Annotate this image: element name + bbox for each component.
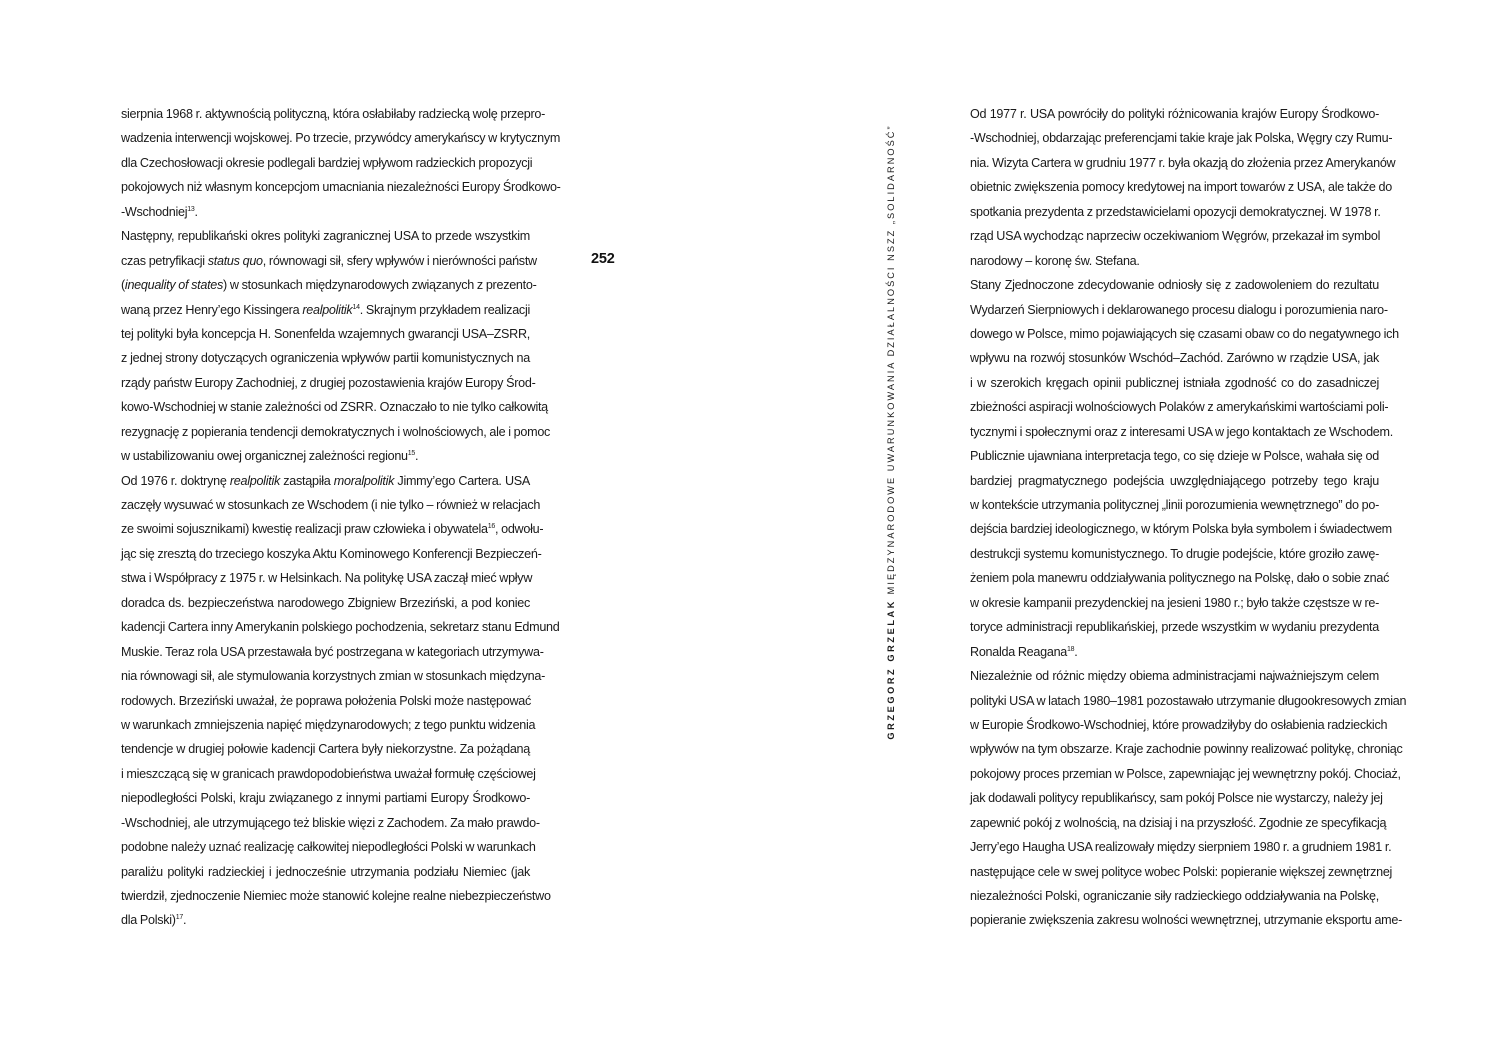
text-line — [121, 395, 548, 419]
text-line — [970, 395, 1389, 419]
text-segment: zapewnić pokój z wolnością, na dzisiaj i na przyszłość. Zgodnie ze specyfikacją — [970, 815, 1387, 830]
text-line — [970, 860, 1393, 884]
footnote-ref: 15 — [407, 450, 416, 458]
running-head — [884, 102, 898, 762]
text-line — [121, 542, 542, 566]
italic-term: realpolitik — [229, 473, 280, 488]
text-segment: Niezależnie od różnic między obiema administracjami najważniejszym celem — [970, 669, 1379, 684]
text-line — [121, 126, 561, 150]
text-line — [970, 908, 1403, 932]
text-line — [121, 640, 544, 664]
text-segment: tej polityki była koncepcja H. Sonenfelda wzajemnych gwarancji USA–ZSRR, — [121, 326, 530, 341]
text-segment: nia. Wizyta Cartera w grudniu 1977 r. była okazją do złożenia przez Amerykanów — [970, 155, 1396, 170]
text-segment: niepodległości Polski, kraju związanego z innymi partiami Europy Środkowo- — [121, 791, 530, 806]
text-segment: jąc się zresztą do trzeciego koszyka Aktu Kominowego Konferencji Bezpieczeń- — [121, 546, 542, 561]
text-segment: w okresie kampanii prezydenckiej na jesieni 1980 r.; było także częstsze w re- — [970, 595, 1379, 610]
text-segment: rodowych. Brzeziński uważał, że poprawa położenia Polski może następować — [121, 693, 532, 708]
text-line — [121, 102, 546, 126]
text-segment: spotkania prezydenta z przedstawicielami opozycji demokratycznej. W 1978 r. — [970, 204, 1381, 219]
text-line — [121, 835, 536, 859]
text-line — [121, 566, 533, 590]
text-line — [970, 102, 1379, 126]
text-line — [121, 517, 544, 541]
text-segment: nia równowagi sił, ale stymulowania korzystnych zmian w stosunkach międzyna- — [121, 669, 545, 684]
text-line — [970, 566, 1390, 590]
text-segment: w warunkach zmniejszenia napięć międzynarodowych; z tego punktu widzenia — [121, 717, 536, 732]
text-segment: obietnic zwiększenia pomocy kredytowej na import towarów z USA, ale także do — [970, 180, 1393, 195]
text-segment: ze swoimi sojusznikami) kwestię realizacji praw człowieka i obywatela — [121, 522, 488, 537]
text-segment: . — [1074, 644, 1078, 659]
text-line — [121, 664, 545, 688]
text-segment: rezygnację z popierania tendencji demokratycznych i wolnościowych, ale i pomoc — [121, 424, 551, 439]
text-line — [970, 249, 1379, 273]
text-line — [970, 811, 1387, 835]
text-segment: doradca ds. bezpieczeństwa narodowego Zbigniew Brzeziński, a pod koniec — [121, 595, 530, 610]
text-segment: paraliżu polityki radzieckiej i jednocześnie utrzymania podziału Niemiec (jak — [121, 864, 530, 879]
text-line — [970, 200, 1379, 224]
text-segment: tycznymi i społecznymi oraz z interesami USA w jego kontaktach ze Wschodem. — [970, 424, 1393, 439]
running-head-author: GRZEGORZ GRZELAK — [886, 598, 896, 740]
text-line — [121, 420, 551, 444]
text-segment: rządy państw Europy Zachodniej, z drugiej pozostawienia krajów Europy Środ- — [121, 375, 536, 390]
text-line — [121, 908, 530, 932]
text-segment: zaczęły wysuwać w stosunkach ze Wschodem (i nie tylko – również w relacjach — [121, 498, 541, 512]
italic-term: moralpolitik — [333, 473, 395, 488]
text-line — [970, 298, 1388, 322]
text-segment: . — [182, 913, 187, 928]
text-segment: ( — [121, 278, 125, 293]
text-line — [121, 298, 530, 322]
footnote-ref: 18 — [1067, 645, 1075, 653]
text-line — [121, 322, 530, 346]
text-segment: Ronalda Reagana — [970, 644, 1068, 659]
text-segment: . — [194, 204, 198, 219]
text-line — [970, 664, 1379, 688]
text-segment: w ustabilizowaniu owej organicznej zależności regionu — [121, 449, 408, 464]
text-line — [121, 689, 530, 713]
text-line — [121, 371, 536, 395]
text-segment: dla Czechosłowacji okresie podlegali bardziej wpływom radzieckich propozycji — [121, 155, 533, 170]
text-line — [121, 469, 530, 493]
footnote-ref: 13 — [187, 205, 195, 213]
running-head-title: MIĘDZYNARODOWE UWARUNKOWANIA DZIAŁALNOŚCI NSZZ „SOLIDARNOŚĆ” — [886, 124, 896, 595]
text-line — [970, 615, 1379, 639]
text-segment: i w szerokich kręgach opinii publicznej istniała zgodność co do zasadniczej — [970, 375, 1379, 390]
text-segment: ) w stosunkach międzynarodowych związanych z prezento- — [223, 278, 537, 293]
page-number: 252 — [591, 251, 615, 267]
text-segment: -Wschodniej, ale utrzymującego też bliskie więzi z Zachodem. Za mało prawdo- — [121, 815, 540, 830]
right-text-column — [970, 102, 1407, 933]
text-segment: twierdził, zjednoczenie Niemiec może stanowić kolejne realne niebezpieczeństwo — [121, 889, 551, 903]
text-line — [121, 737, 530, 761]
text-segment: sierpnia 1968 r. aktywnością polityczną, która osłabiłaby radziecką wolę przepro- — [121, 107, 546, 121]
text-segment: popieranie zwiększenia zakresu wolności wewnętrznej, utrzymanie eksportu ame- — [970, 913, 1403, 928]
text-segment: toryce administracji republikańskiej, przede wszystkim w wydaniu prezydenta — [970, 620, 1379, 635]
text-line — [121, 200, 530, 224]
text-segment: w Europie Środkowo-Wschodniej, które prowadziłyby do osłabienia radzieckich — [970, 717, 1388, 732]
text-segment: z jednej strony dotyczących ograniczenia wpływów partii komunistycznych na — [121, 351, 530, 366]
text-line — [970, 786, 1383, 810]
text-segment: zbieżności aspiracji wolnościowych Polaków z amerykańskimi wartościami poli- — [970, 400, 1389, 415]
text-segment: stwa i Współpracy z 1975 r. w Helsinkach. Na politykę USA zaczął mieć wpływ — [121, 571, 533, 586]
text-segment: -Wschodniej — [121, 204, 188, 219]
text-line — [970, 835, 1392, 859]
text-line — [970, 126, 1393, 150]
text-segment: narodowy – koronę św. Stefana. — [970, 253, 1140, 268]
text-segment: kowo-Wschodniej w stanie zależności od ZSRR. Oznaczało to nie tylko całkowitą — [121, 400, 548, 415]
text-segment: Jimmy’ego Cartera. USA — [394, 473, 531, 488]
text-segment: -Wschodniej, obdarzając preferencjami takie kraje jak Polska, Węgry czy Rumu- — [970, 131, 1393, 146]
text-segment: Wydarzeń Sierpniowych i deklarowanego procesu dialogu i porozumienia naro- — [970, 302, 1388, 317]
text-segment: i mieszczącą się w granicach prawdopodobieństwa uważał formułę częściowej — [121, 766, 536, 781]
text-line — [970, 542, 1379, 566]
left-text-column — [121, 102, 561, 933]
italic-term: realpolitik — [302, 302, 353, 317]
text-line — [121, 615, 560, 639]
text-line — [121, 249, 537, 273]
text-segment: rząd USA wychodząc naprzeciw oczekiwaniom Węgrów, przekazał im symbol — [970, 229, 1381, 244]
text-segment: Od 1977 r. USA powróciły do polityki różnicowania krajów Europy Środkowo- — [970, 107, 1379, 121]
text-line — [121, 860, 530, 884]
footnote-ref: 17 — [175, 914, 183, 922]
text-segment: , równowagi sił, sfery wpływów i nierówności państw — [262, 253, 537, 268]
text-line — [970, 322, 1399, 346]
text-line — [970, 175, 1393, 199]
text-line — [121, 713, 536, 737]
text-segment: bardziej pragmatycznego podejścia uwzględniającego potrzeby tego kraju — [970, 473, 1379, 488]
text-segment: dowego w Polsce, mimo pojawiających się czasami obaw co do negatywnego ich — [970, 326, 1399, 341]
text-line — [121, 273, 537, 297]
text-segment: zastąpiła — [279, 473, 334, 488]
text-segment: Stany Zjednoczone zdecydowanie odniosły się z zadowoleniem do rezultatu — [970, 278, 1379, 293]
text-line — [121, 151, 533, 175]
text-line — [970, 224, 1379, 248]
text-segment: w kontekście utrzymania politycznej „linii porozumienia wewnętrznego” do po- — [970, 498, 1379, 512]
text-segment: Następny, republikański okres polityki zagranicznej USA to przede wszystkim — [121, 229, 530, 244]
text-line — [970, 737, 1403, 761]
text-segment: Jerry’ego Haugha USA realizowały między sierpniem 1980 r. a grudniem 1981 r. — [970, 840, 1392, 855]
text-line — [970, 591, 1379, 615]
text-segment: dla Polski) — [121, 913, 176, 928]
text-line — [970, 517, 1392, 541]
text-segment: . Skrajnym przykładem realizacji — [359, 302, 530, 317]
text-line — [121, 811, 540, 835]
text-segment: czas petryfikacji — [121, 253, 208, 268]
footnote-ref: 16 — [487, 523, 495, 531]
text-segment: tendencje w drugiej połowie kadencji Cartera były niekorzystne. Za pożądaną — [121, 742, 530, 757]
text-segment: destrukcji systemu komunistycznego. To drugie podejście, które groziło zawę- — [970, 546, 1379, 561]
text-segment: podobne należy uznać realizację całkowitej niepodległości Polski w warunkach — [121, 840, 536, 855]
text-line — [970, 420, 1393, 444]
text-segment: Publicznie ujawniana interpretacja tego, co się dzieje w Polsce, wahała się od — [970, 449, 1379, 464]
text-line — [970, 640, 1379, 664]
text-segment: polityki USA w latach 1980–1981 pozostawało utrzymanie długookresowych zmian — [970, 693, 1407, 708]
text-line — [970, 713, 1388, 737]
text-line — [121, 346, 530, 370]
text-segment: Od 1976 r. doktrynę — [121, 473, 230, 488]
text-segment: . — [415, 449, 419, 464]
text-line — [970, 884, 1379, 908]
text-line — [121, 175, 561, 199]
text-segment: następujące cele w swej polityce wobec Polski: popieranie większej zewnętrznej — [970, 864, 1393, 879]
italic-term: status quo — [207, 253, 263, 268]
text-line — [121, 444, 530, 468]
text-segment: , odwołu- — [494, 522, 544, 537]
text-segment: kadencji Cartera inny Amerykanin polskiego pochodzenia, sekretarz stanu Edmund — [121, 620, 560, 635]
text-segment: wpływów na tym obszarze. Kraje zachodnie powinny realizować politykę, chroniąc — [970, 742, 1403, 757]
text-line — [121, 591, 530, 615]
text-segment: pokojowych niż własnym koncepcjom umacniania niezależności Europy Środkowo- — [121, 180, 561, 195]
text-segment: pokojowy proces przemian w Polsce, zapewniając jej wewnętrzny pokój. Chociaż, — [970, 766, 1401, 781]
text-segment: wpływu na rozwój stosunków Wschód–Zachód. Zarówno w rządzie USA, jak — [970, 351, 1379, 366]
text-segment: jak dodawali politycy republikańscy, sam pokój Polsce nie wystarczy, należy jej — [970, 791, 1383, 806]
text-line — [970, 273, 1379, 297]
text-line — [970, 689, 1407, 713]
text-segment: żeniem pola manewru oddziaływania politycznego na Polskę, dało o sobie znać — [970, 571, 1390, 586]
text-segment: wadzenia interwencji wojskowej. Po trzecie, przywódcy amerykańscy w krytycznym — [121, 131, 561, 146]
text-segment: dejścia bardziej ideologicznego, w którym Polska była symbolem i świadectwem — [970, 522, 1392, 537]
text-line — [121, 224, 530, 248]
text-line — [970, 493, 1379, 517]
text-segment: waną przez Henry’ego Kissingera — [121, 302, 303, 317]
text-line — [970, 762, 1401, 786]
text-line — [121, 786, 530, 810]
text-line — [121, 493, 541, 517]
text-line — [970, 371, 1379, 395]
text-line — [970, 346, 1379, 370]
text-line — [121, 884, 551, 908]
text-line — [970, 151, 1396, 175]
text-line — [970, 469, 1379, 493]
text-line — [970, 444, 1379, 468]
italic-term: inequality of states — [124, 278, 224, 293]
footnote-ref: 14 — [352, 303, 360, 311]
text-segment: Muskie. Teraz rola USA przestawała być postrzegana w kategoriach utrzymywa- — [121, 644, 544, 659]
text-line — [121, 762, 536, 786]
text-segment: niezależności Polski, ograniczanie siły radzieckiego oddziaływania na Polskę, — [970, 889, 1379, 903]
